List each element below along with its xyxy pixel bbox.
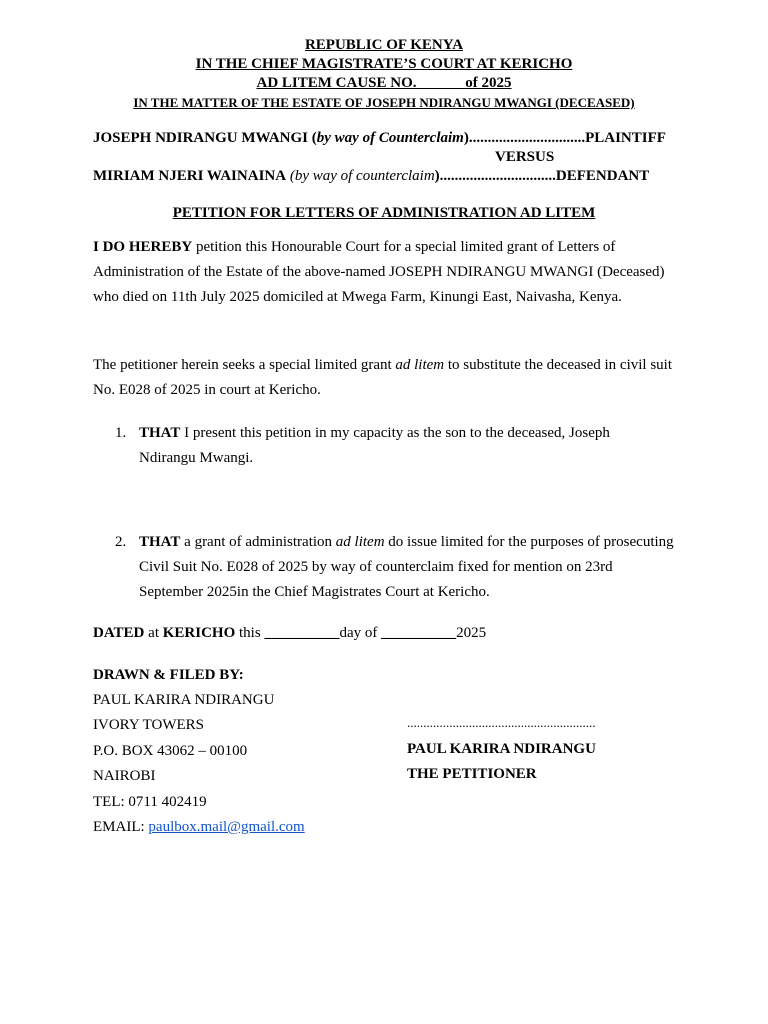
item-2-body-b: do issue limited for the purposes of prosecuting Civil Suit No. E028 of 2025 by way of counterclaim fixed for mention on 23rd September 2025in the Chief Magistrates Court at Kericho. <box>139 534 674 600</box>
petition-title: PETITION FOR LETTERS OF ADMINISTRATION AD LITEM <box>172 205 596 221</box>
item-2-lead: THAT <box>139 534 181 550</box>
dated-label: DATED <box>93 625 145 641</box>
signature-role: THE PETITIONER <box>407 766 537 782</box>
filer-building: IVORY TOWERS <box>93 717 204 733</box>
versus-label: VERSUS <box>495 149 555 165</box>
header-cause-label: AD LITEM CAUSE NO. <box>256 75 417 91</box>
item-1-lead: THAT <box>139 425 181 441</box>
purpose-text-b: to substitute the deceased in civil suit No. E028 of 2025 in court at Kericho. <box>93 357 673 398</box>
filer-email-label: EMAIL: <box>93 819 149 835</box>
plaintiff-name: JOSEPH NDIRANGU MWANGI ( <box>93 130 317 146</box>
item-1-text <box>139 421 669 471</box>
plaintiff-label: )...............................PLAINTIFF <box>463 130 666 146</box>
filer-email-line <box>93 819 305 836</box>
plaintiff-role: by way of Counterclaim <box>316 130 464 146</box>
defendant-name: MIRIAM NJERI WAINAINA <box>93 168 287 184</box>
filer-tel: TEL: 0711 402419 <box>93 794 207 810</box>
intro-lead: I DO HEREBY <box>93 239 193 255</box>
purpose-italic: ad litem <box>395 357 445 373</box>
purpose-paragraph <box>93 353 673 403</box>
filer-heading: DRAWN & FILED BY: <box>93 667 244 683</box>
dated-this: this <box>235 625 265 641</box>
item-1-body: I present this petition in my capacity as the son to the deceased, Joseph Ndirangu Mwangi. <box>139 425 610 466</box>
item-1-number: 1. <box>115 425 127 441</box>
item-2-body-a: a grant of administration <box>180 534 336 550</box>
item-2-number: 2. <box>115 534 127 550</box>
header-court: IN THE CHIEF MAGISTRATE’S COURT AT KERICHO <box>195 56 573 72</box>
dated-at: at <box>144 625 163 641</box>
signature-line: .......................................................... <box>407 715 596 730</box>
dated-day-of: day of <box>339 625 382 641</box>
filer-name: PAUL KARIRA NDIRANGU <box>93 692 275 708</box>
header-cause-year: of 2025 <box>465 75 512 91</box>
signature-name: PAUL KARIRA NDIRANGU <box>407 741 596 757</box>
header-matter: IN THE MATTER OF THE ESTATE OF JOSEPH NDIRANGU MWANGI (DECEASED) <box>133 95 635 110</box>
dated-place: KERICHO <box>162 625 236 641</box>
filer-city: NAIROBI <box>93 768 156 784</box>
item-2-italic: ad litem <box>335 534 385 550</box>
filer-email-link[interactable]: paulbox.mail@gmail.com <box>148 819 305 835</box>
header-cause-no <box>0 75 768 92</box>
item-2-text <box>139 530 679 605</box>
header-republic: REPUBLIC OF KENYA <box>304 37 464 53</box>
filer-po-box: P.O. BOX 43062 – 00100 <box>93 743 248 759</box>
intro-text: petition this Honourable Court for a special limited grant of Letters of Administration of the Estate of the above-named JOSEPH NDIRANGU MWANGI (Deceased) who died on 11th July 2025 domiciled at Mwega Farm, Kinungi East, Naivasha, Kenya. <box>93 239 665 305</box>
defendant-label: )...............................DEFENDANT <box>434 168 650 184</box>
defendant-line <box>93 168 649 185</box>
dated-blank-month: __________ <box>381 625 457 641</box>
intro-paragraph <box>93 235 673 310</box>
dated-line <box>93 625 486 642</box>
defendant-role: (by way of counterclaim <box>289 168 435 184</box>
dated-blank-day: __________ <box>264 625 340 641</box>
purpose-text-a: The petitioner herein seeks a special limited grant <box>93 357 396 373</box>
dated-year: 2025 <box>456 625 487 641</box>
plaintiff-line <box>93 130 666 147</box>
